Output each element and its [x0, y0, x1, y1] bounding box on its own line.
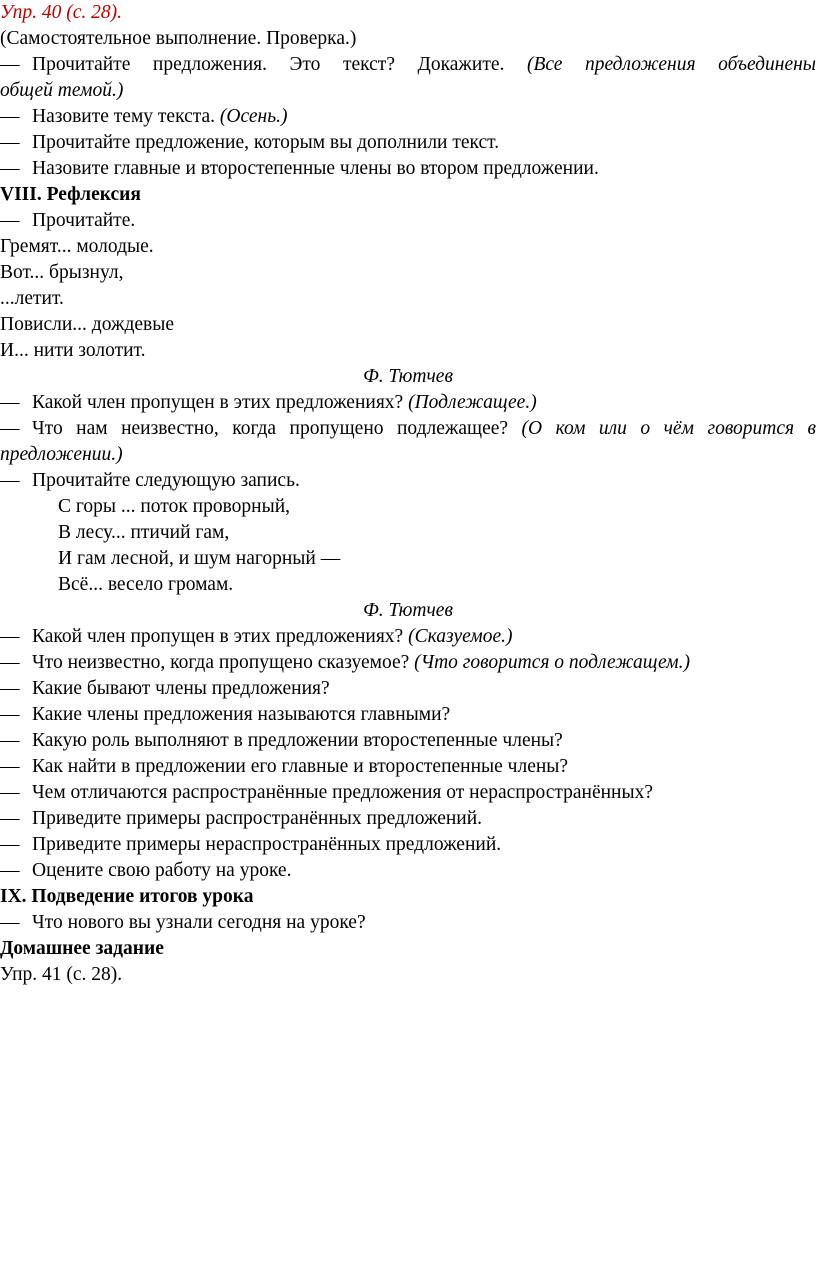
dash: —	[0, 756, 20, 777]
dash: —	[0, 678, 20, 699]
question-line: — Приведите примеры нераспространённых предложений.	[0, 832, 816, 858]
answer: (Что говорится о подлежащем.)	[414, 652, 690, 673]
question-line: — Какие бывают члены предложения?	[0, 676, 816, 702]
question-line: — Прочитайте предложение, которым вы дополнили текст.	[0, 130, 816, 156]
poem-line: Гремят... молодые.	[0, 236, 154, 257]
dash: —	[0, 392, 20, 413]
section-heading: VIII. Рефлексия	[0, 184, 141, 205]
homework-text: Упр. 41 (с. 28).	[0, 964, 123, 985]
poem-line: И гам лесной, и шум нагорный —	[58, 548, 341, 569]
question-line: — Что нового вы узнали сегодня на уроке?	[0, 910, 816, 936]
homework-heading: Домашнее задание	[0, 938, 164, 959]
dash: —	[0, 210, 20, 231]
dash: —	[0, 860, 20, 881]
answer: (О ком или о чём говорится в	[521, 418, 816, 439]
question-line: — Какую роль выполняют в предложении второстепенные члены?	[0, 728, 816, 754]
question-line: — Назовите тему текста. (Осень.)	[0, 104, 816, 130]
dash: —	[0, 704, 20, 725]
question-line: — Что неизвестно, когда пропущено сказуемое? (Что говорится о подлежащем.)	[0, 650, 816, 676]
poem-line: С горы ... поток проворный,	[58, 496, 291, 517]
answer: (Осень.)	[219, 106, 288, 127]
answer: (Подлежащее.)	[408, 392, 537, 413]
poem-line: Вот... брызнул,	[0, 262, 124, 283]
question-line: — Оцените свою работу на уроке.	[0, 858, 816, 884]
question-line: — Прочитайте следующую запись.	[0, 468, 816, 494]
question-line: — Прочитайте.	[0, 208, 816, 234]
answer-continuation: предложении.)	[0, 444, 123, 465]
question-line: — Прочитайте предложения. Это текст? Докажите. (Все предложения объединены	[0, 52, 816, 78]
question-line: — Какой член пропущен в этих предложениях? (Сказуемое.)	[0, 624, 816, 650]
answer: (Сказуемое.)	[408, 626, 513, 647]
question-line: — Как найти в предложении его главные и второстепенные члены?	[0, 754, 816, 780]
subtitle: (Самостоятельное выполнение. Проверка.)	[0, 28, 357, 49]
exercise-title: Упр. 40 (с. 28).	[0, 2, 122, 23]
dash: —	[0, 470, 20, 491]
question-line: — Какие члены предложения называются главными?	[0, 702, 816, 728]
question-line: — Какой член пропущен в этих предложениях? (Подлежащее.)	[0, 390, 816, 416]
poem-line: ...летит.	[0, 288, 64, 309]
question-line: — Приведите примеры распространённых предложений.	[0, 806, 816, 832]
question-line: — Назовите главные и второстепенные члены во втором предложении.	[0, 156, 816, 182]
dash: —	[0, 834, 20, 855]
poem-line: И... нити золотит.	[0, 340, 146, 361]
dash: —	[0, 418, 20, 439]
poem-line: В лесу... птичий гам,	[58, 522, 230, 543]
answer: (Все предложения объединены	[526, 54, 816, 75]
poem-line: Всё... весело громам.	[58, 574, 234, 595]
dash: —	[0, 158, 20, 179]
dash: —	[0, 730, 20, 751]
dash: —	[0, 808, 20, 829]
dash: —	[0, 106, 20, 127]
question-line: — Чем отличаются распространённые предложения от нераспространённых?	[0, 780, 816, 806]
dash: —	[0, 782, 20, 803]
poem-author: Ф. Тютчев	[363, 600, 453, 621]
section-heading: IX. Подведение итогов урока	[0, 886, 254, 907]
dash: —	[0, 132, 20, 153]
question-line: — Что нам неизвестно, когда пропущено подлежащее? (О ком или о чём говорится в	[0, 416, 816, 442]
answer-continuation: общей темой.)	[0, 80, 124, 101]
poem-line: Повисли... дождевые	[0, 314, 174, 335]
dash: —	[0, 626, 20, 647]
dash: —	[0, 54, 20, 75]
dash: —	[0, 652, 20, 673]
poem-author: Ф. Тютчев	[363, 366, 453, 387]
dash: —	[0, 912, 20, 933]
